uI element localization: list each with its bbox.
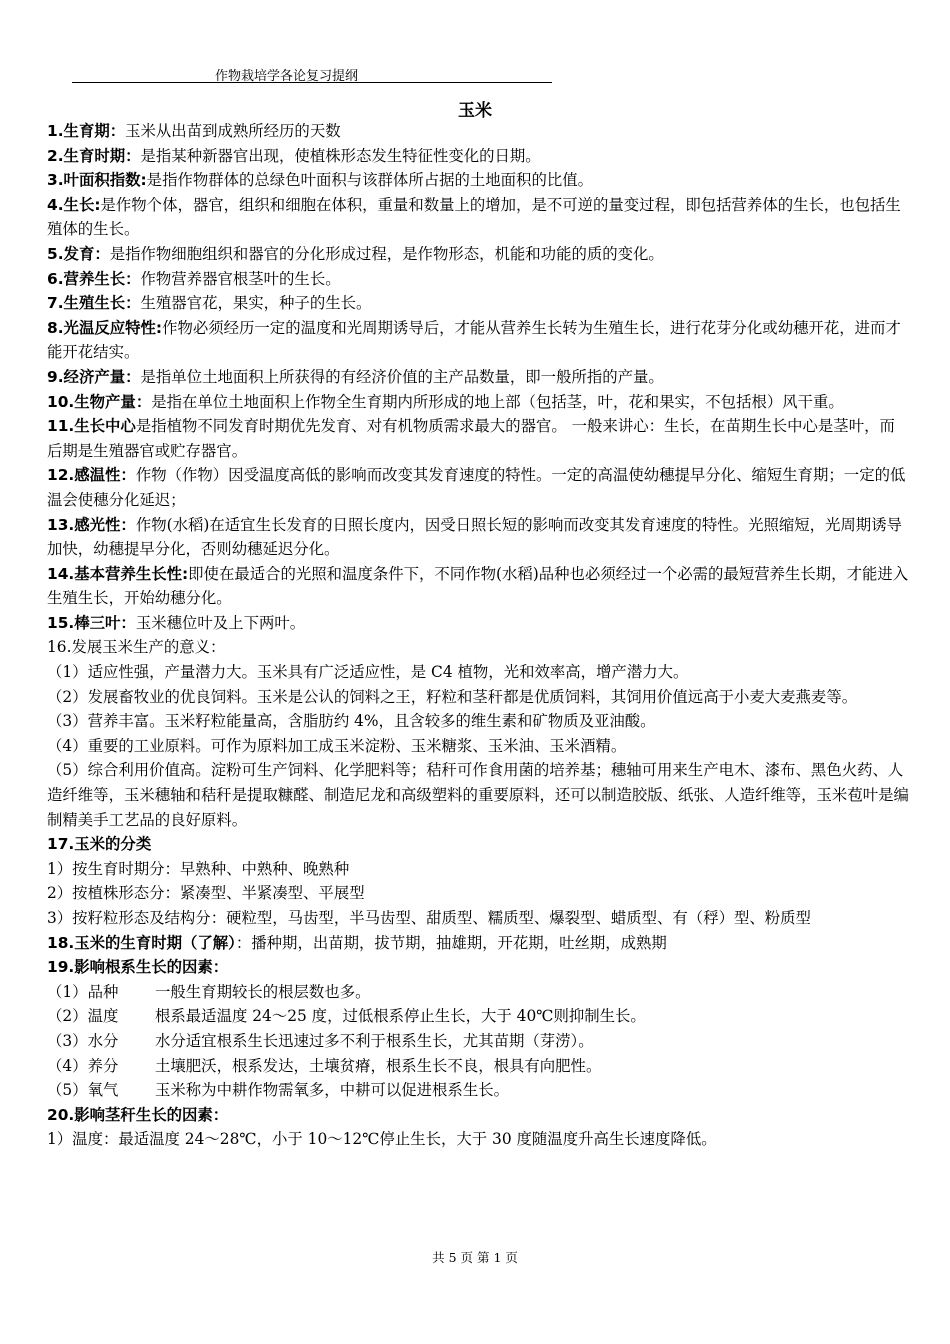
significance-item: （1）适应性强，产量潜力大。玉米具有广泛适应性，是 C4 植物，光和效率高，增产潜力大。 bbox=[47, 663, 689, 682]
significance-item: （4）重要的工业原料。可作为原料加工成玉米淀粉、玉米糖浆、玉米油、玉米酒精。 bbox=[47, 736, 627, 755]
section-heading-root-factors: 19.影响根系生长的因素： bbox=[47, 958, 229, 977]
definition-9: 9.经济产量：是指单位土地面积上所获得的有经济价值的主产品数量，即一般所指的产量。 bbox=[47, 367, 664, 386]
growth-periods-line: 18.玉米的生育时期（了解）：播种期，出苗期，拔节期，抽雄期，开花期，吐丝期，成熟期 bbox=[47, 933, 667, 952]
significance-item: （5）综合利用价值高。淀粉可生产饲料、化学肥料等；秸秆可作食用菌的培养基；穗轴可用来生产电木、漆布、黑色火药、人造纤维等，玉米穗轴和秸秆是提取糠醛、制造尼龙和高级塑料的重要原料，还可以制造胶版、纸张、人造纤维等，玉米苞叶是编制精美手工艺品的良好原料。 bbox=[47, 761, 909, 829]
section-heading-stem-factors: 20.影响茎秆生长的因素： bbox=[47, 1105, 229, 1124]
definition-7: 7.生殖生长：生殖器官花，果实，种子的生长。 bbox=[47, 294, 372, 313]
document-body bbox=[47, 119, 909, 1152]
root-factor-item: （5）氧气 玉米称为中耕作物需氧多，中耕可以促进根系生长。 bbox=[47, 1081, 509, 1100]
document-header: 作物栽培学各论复习提纲 bbox=[215, 69, 359, 84]
definition-13: 13.感光性：作物(水稻)在适宜生长发育的日照长度内，因受日照长短的影响而改变其发育速度的特性。光照缩短，光周期诱导加快，幼穗提早分化，否则幼穗延迟分化。 bbox=[47, 515, 902, 559]
classification-item: 3）按籽粒形态及结构分：硬粒型，马齿型，半马齿型、甜质型、糯质型、爆裂型、蜡质型、有（稃）型、粉质型 bbox=[47, 909, 811, 927]
stem-factor-item: 1）温度：最适温度 24～28℃，小于 10～12℃停止生长，大于 30 度随温度升高生长速度降低。 bbox=[47, 1130, 717, 1149]
root-factor-item: （1）品种 一般生育期较长的根层数也多。 bbox=[47, 982, 371, 1001]
significance-item: （3）营养丰富。玉米籽粒能量高，含脂肪约 4%，且含较多的维生素和矿物质及亚油酸。 bbox=[47, 712, 656, 731]
definition-4: 4.生长:是作物个体，器官，组织和细胞在体积，重量和数量上的增加，是不可逆的量变过程，即包括营养体的生长，也包括生殖体的生长。 bbox=[47, 195, 901, 239]
section-heading-growth-periods: 18.玉米的生育时期（了解） bbox=[47, 933, 236, 952]
definition-8: 8.光温反应特性:作物必须经历一定的温度和光周期诱导后，才能从营养生长转为生殖生长，进行花芽分化或幼穗开花，进而才能开花结实。 bbox=[47, 318, 901, 362]
classification-item: 2）按植株形态分：紧凑型、半紧凑型、平展型 bbox=[47, 884, 365, 903]
header-rule bbox=[72, 82, 552, 83]
definition-5: 5.发育：是指作物细胞组织和器官的分化形成过程，是作物形态，机能和功能的质的变化。 bbox=[47, 244, 664, 263]
definition-15: 15.棒三叶：玉米穗位叶及上下两叶。 bbox=[47, 613, 306, 632]
section-heading-significance: 16.发展玉米生产的意义： bbox=[47, 638, 226, 657]
section-heading-classification: 17.玉米的分类 bbox=[47, 835, 152, 854]
significance-item: （2）发展畜牧业的优良饲料。玉米是公认的饲料之王，籽粒和茎秆都是优质饲料，其饲用价值远高于小麦大麦燕麦等。 bbox=[47, 687, 858, 706]
definition-1: 1.生育期：玉米从出苗到成熟所经历的天数 bbox=[47, 122, 341, 140]
root-factor-item: （4）养分 土壤肥沃，根系发达，土壤贫瘠，根系生长不良，根具有向肥性。 bbox=[47, 1056, 602, 1075]
definition-6: 6.营养生长：作物营养器官根茎叶的生长。 bbox=[47, 269, 341, 288]
root-factor-item: （2）温度 根系最适温度 24～25 度，过低根系停止生长，大于 40℃则抑制生长。 bbox=[47, 1007, 646, 1026]
definition-14: 14.基本营养生长性:即使在最适合的光照和温度条件下，不同作物(水稻)品种也必须经过一个必需的最短营养生长期，才能进入生殖生长，开始幼穗分化。 bbox=[47, 564, 909, 608]
definition-10: 10.生物产量：是指在单位土地面积上作物全生育期内所形成的地上部（包括茎，叶，花和果实，不包括根）风干重。 bbox=[47, 392, 844, 411]
definition-12: 12.感温性：作物（作物）因受温度高低的影响而改变其发育速度的特性。一定的高温使幼穗提早分化、缩短生育期；一定的低温会使穗分化延迟； bbox=[47, 466, 906, 509]
definition-3: 3.叶面积指数:是指作物群体的总绿色叶面积与该群体所占据的土地面积的比值。 bbox=[47, 171, 594, 190]
definition-2: 2.生育时期：是指某种新器官出现，使植株形态发生特征性变化的日期。 bbox=[47, 146, 541, 165]
page-title: 玉米 bbox=[458, 101, 492, 121]
root-factor-item: （3）水分 水分适宜根系生长迅速过多不利于根系生长，尤其苗期（芽涝）。 bbox=[47, 1031, 594, 1050]
page-footer: 共 5 页 第 1 页 bbox=[432, 1250, 518, 1265]
definition-11: 11.生长中心是指植物不同发育时期优先发育、对有机物质需求最大的器官。 一般来讲心：生长，在苗期生长中心是茎叶，而后期是生殖器官或贮存器官。 bbox=[47, 417, 895, 460]
classification-item: 1）按生育时期分：早熟种、中熟种、晚熟种 bbox=[47, 859, 350, 878]
